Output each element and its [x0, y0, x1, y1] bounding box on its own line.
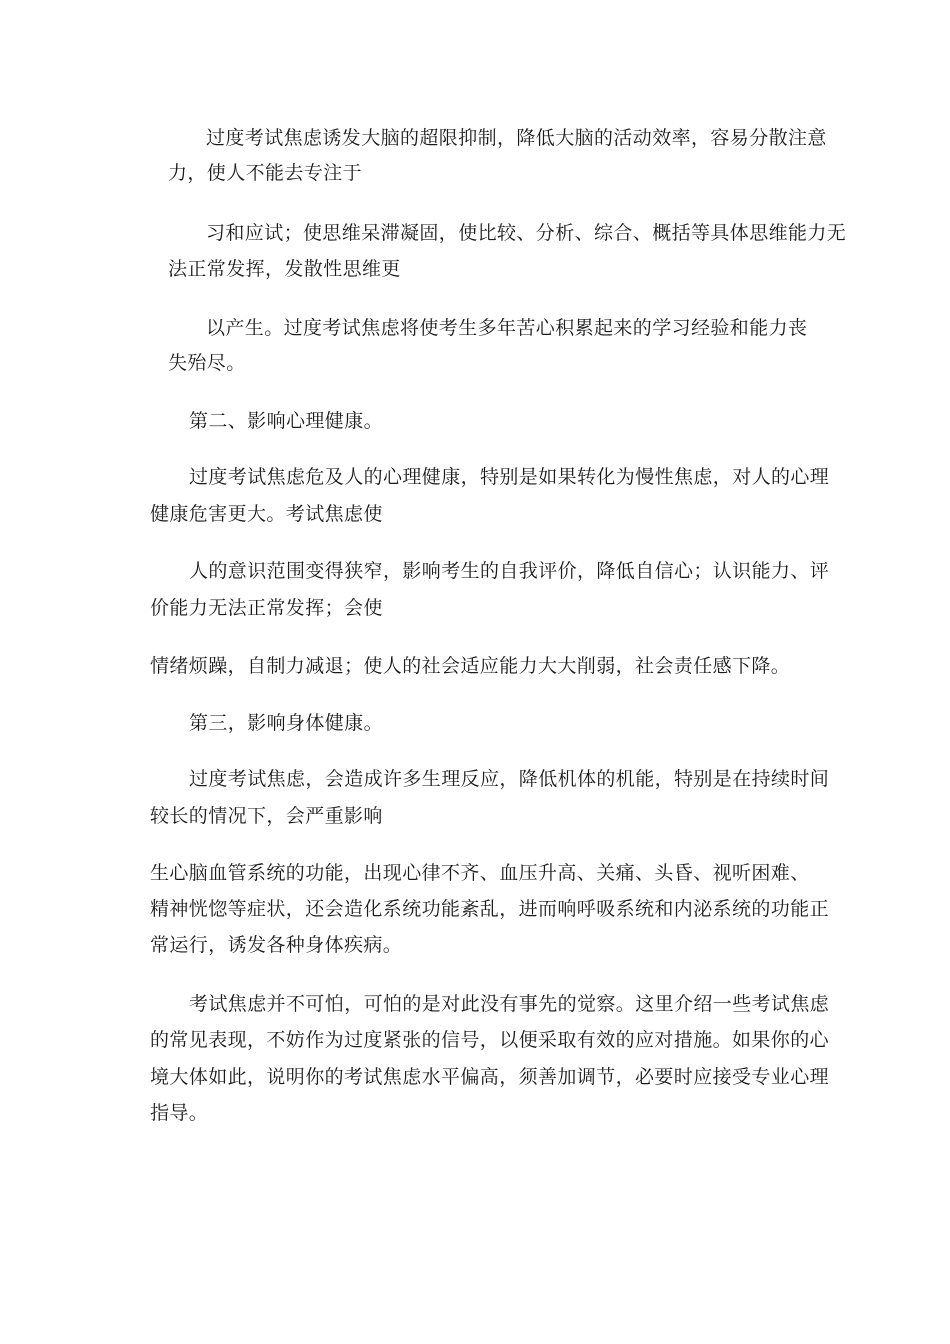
paragraph-line: 常运行，诱发各种身体疾病。	[150, 934, 403, 956]
section-heading: 第三，影响身体健康。	[189, 712, 384, 734]
paragraph-line: 生心脑血管系统的功能，出现心律不齐、血压升高、关痛、头昏、视听困难、	[150, 862, 810, 884]
paragraph-line: 习和应试；使思维呆滞凝固，使比较、分析、综合、概括等具体思维能力无	[206, 222, 847, 244]
paragraph-line: 法正常发挥，发散性思维更	[168, 258, 401, 280]
paragraph-line: 以产生。过度考试焦虑将使考生多年苦心积累起来的学习经验和能力丧	[206, 317, 808, 339]
paragraph-line: 精神恍惚等症状，还会造化系统功能紊乱，进而响呼吸系统和内泌系统的功能正	[150, 898, 830, 920]
paragraph-line: 人的意识范围变得狭窄，影响考生的自我评价，降低自信心；认识能力、评	[189, 560, 830, 582]
paragraph-line: 情绪烦躁，自制力减退；使人的社会适应能力大大削弱，社会责任感下降。	[150, 655, 791, 677]
paragraph-line: 失殆尽。	[168, 352, 246, 374]
paragraph-line: 较长的情况下，会严重影响	[150, 805, 383, 827]
paragraph-line: 力，使人不能去专注于	[168, 162, 363, 184]
paragraph-line: 指导。	[150, 1102, 209, 1124]
section-heading: 第二、影响心理健康。	[189, 410, 384, 432]
paragraph-line: 过度考试焦虑诱发大脑的超限抑制，降低大脑的活动效率，容易分散注意	[206, 127, 827, 149]
paragraph-line: 的常见表现，不妨作为过度紧张的信号，以便采取有效的应对措施。如果你的心	[150, 1029, 830, 1051]
paragraph-line: 境大体如此，说明你的考试焦虑水平偏高，须善加调节，必要时应接受专业心理	[150, 1066, 830, 1088]
paragraph-line: 健康危害更大。考试焦虑使	[150, 503, 383, 525]
paragraph-line: 过度考试焦虑危及人的心理健康，特别是如果转化为慢性焦虑，对人的心理	[189, 466, 830, 488]
paragraph-line: 过度考试焦虑，会造成许多生理反应，降低机体的机能，特别是在持续时间	[189, 768, 830, 790]
paragraph-line: 价能力无法正常发挥；会使	[150, 597, 383, 619]
paragraph-line: 考试焦虑并不可怕，可怕的是对此没有事先的觉察。这里介绍一些考试焦虑	[189, 993, 830, 1015]
